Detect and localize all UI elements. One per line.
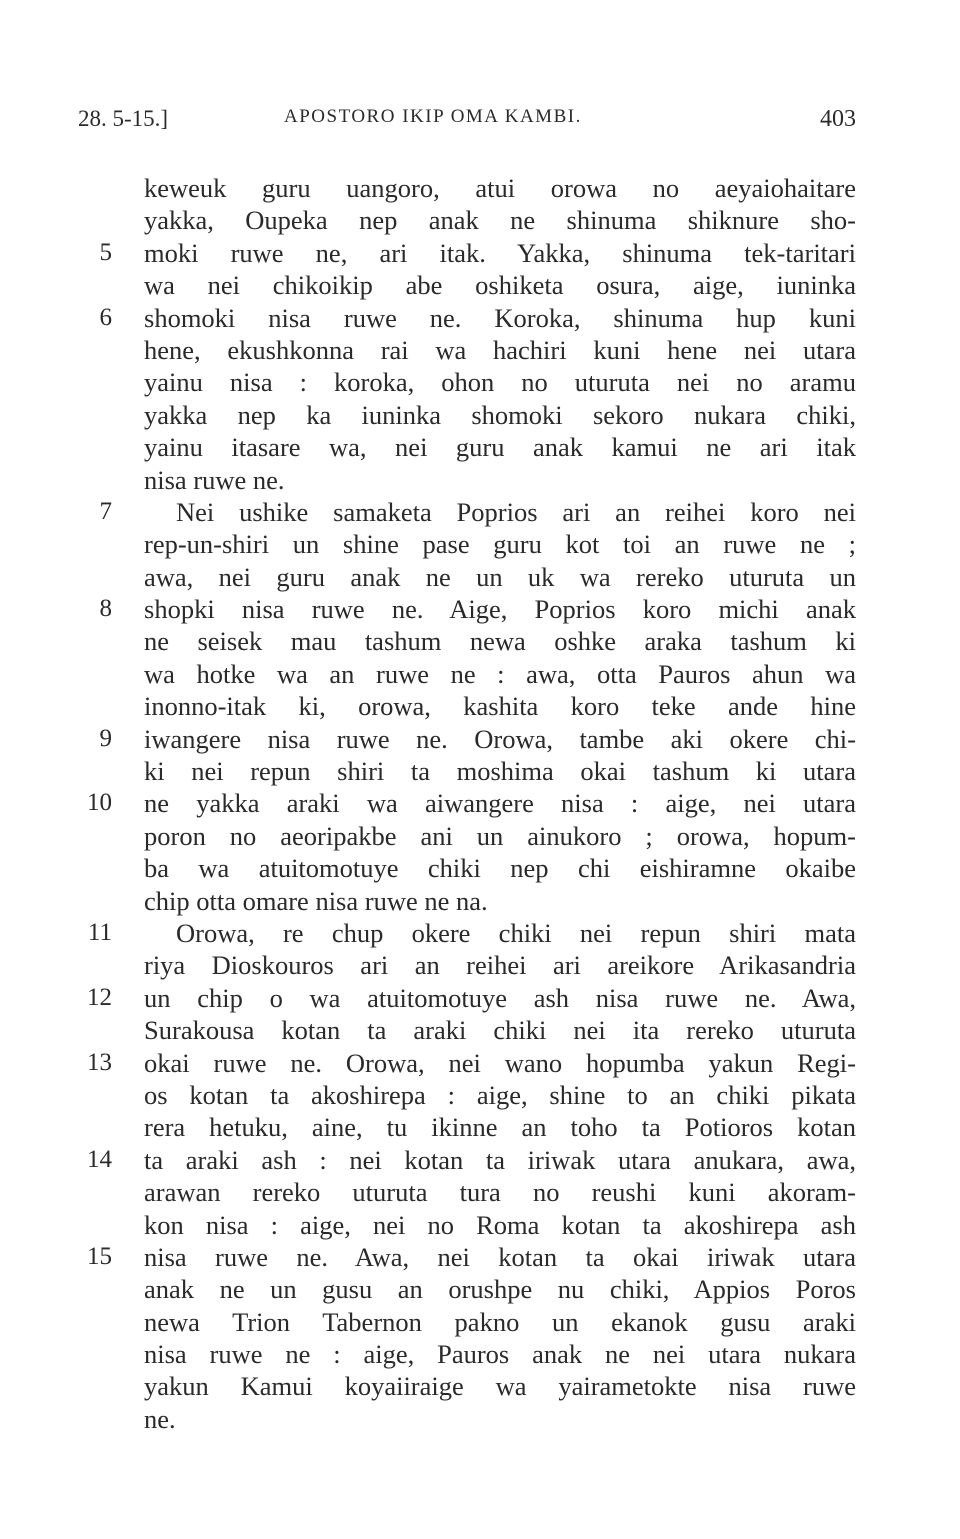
text-line — [0, 690, 960, 722]
text-line — [0, 1306, 960, 1338]
text-line — [0, 949, 960, 981]
chapter-verse-reference: 28. 5-15.] — [78, 106, 169, 131]
text-line — [0, 1403, 960, 1435]
verse-number: 6 — [99, 303, 112, 331]
text-line — [0, 787, 960, 819]
line-text: wa hotke wa an ruwe ne : awa, otta Pauros ahun wa — [144, 658, 856, 689]
text-line — [0, 204, 960, 236]
text-line — [0, 1370, 960, 1402]
line-text: yakka, Oupeka nep anak ne shinuma shiknure sho- — [144, 205, 856, 236]
text-line — [0, 885, 960, 917]
page-header — [78, 106, 856, 146]
line-text: anak ne un gusu an orushpe nu chiki, Appios Poros — [144, 1274, 856, 1305]
line-text: os kotan ta akoshirepa : aige, shine to an chiki pikata — [144, 1079, 856, 1110]
line-text: yainu nisa : koroka, ohon no uturuta nei no aramu — [144, 367, 856, 398]
line-text: yakka nep ka iuninka shomoki sekoro nukara chiki, — [144, 399, 856, 430]
line-text: keweuk guru uangoro, atui orowa no aeyaiohaitare — [144, 173, 856, 203]
verse-number: 9 — [99, 724, 112, 752]
verse-number: 7 — [99, 497, 112, 525]
text-line — [0, 658, 960, 690]
text-line — [0, 366, 960, 398]
verse-number: 8 — [99, 595, 112, 623]
line-text: rera hetuku, aine, tu ikinne an toho ta Potioros kotan — [144, 1112, 856, 1143]
line-text: rep-un-shiri un shine pase guru kot toi an ruwe ne ; — [144, 529, 856, 560]
line-text: Orowa, re chup okere chiki nei repun shiri mata — [176, 917, 856, 948]
verse-number: 13 — [87, 1048, 112, 1076]
line-text: iwangere nisa ruwe ne. Orowa, tambe aki okere chi- — [144, 723, 856, 754]
text-line — [0, 852, 960, 884]
line-text: ne. — [144, 1403, 176, 1434]
body-text — [0, 172, 960, 1435]
text-line — [0, 820, 960, 852]
text-line — [0, 399, 960, 431]
line-text: arawan rereko uturuta tura no reushi kuni akoram- — [144, 1177, 856, 1208]
text-line — [0, 269, 960, 301]
text-line — [0, 1241, 960, 1273]
line-text: hene, ekushkonna rai wa hachiri kuni hene nei utara — [144, 334, 856, 365]
line-text: yakun Kamui koyaiiraige wa yairametokte nisa ruwe — [144, 1371, 856, 1402]
text-line — [0, 755, 960, 787]
line-text: kon nisa : aige, nei no Roma kotan ta akoshirepa ash — [144, 1209, 856, 1240]
line-text: ba wa atuitomotuye chiki nep chi eishiramne okaibe — [144, 853, 856, 884]
line-text: nisa ruwe ne. Awa, nei kotan ta okai iriwak utara — [144, 1241, 856, 1272]
line-text: shopki nisa ruwe ne. Aige, Poprios koro michi anak — [144, 594, 856, 625]
text-line — [0, 1338, 960, 1370]
verse-number: 15 — [87, 1242, 112, 1270]
line-text: Nei ushike samaketa Poprios ari an reihei koro nei — [176, 496, 856, 527]
text-line — [0, 172, 960, 204]
verse-number: 12 — [87, 983, 112, 1011]
text-line — [0, 1014, 960, 1046]
text-line — [0, 1079, 960, 1111]
text-line — [0, 431, 960, 463]
text-line — [0, 593, 960, 625]
line-text: moki ruwe ne, ari itak. Yakka, shinuma tek-taritari — [144, 237, 856, 268]
line-text: riya Dioskouros ari an reihei ari areikore Arikasandria — [144, 950, 856, 981]
line-text: wa nei chikoikip abe oshiketa osura, aige, iuninka — [144, 270, 856, 301]
text-line — [0, 1209, 960, 1241]
text-line — [0, 237, 960, 269]
text-line — [0, 723, 960, 755]
text-line — [0, 561, 960, 593]
verse-number: 14 — [87, 1145, 112, 1173]
text-line — [0, 334, 960, 366]
verse-number: 11 — [87, 918, 112, 946]
verse-number: 10 — [87, 789, 112, 817]
line-text: Surakousa kotan ta araki chiki nei ita rereko uturuta — [144, 1015, 856, 1046]
line-text: nisa ruwe ne. — [144, 464, 285, 495]
running-title: APOSTORO IKIP OMA KAMBI. — [284, 106, 582, 127]
line-text: okai ruwe ne. Orowa, nei wano hopumba yakun Regi- — [144, 1047, 856, 1078]
line-text: nisa ruwe ne : aige, Pauros anak ne nei utara nukara — [144, 1339, 856, 1370]
text-line — [0, 917, 960, 949]
text-line — [0, 302, 960, 334]
line-text: ne yakka araki wa aiwangere nisa : aige, nei utara — [144, 788, 856, 819]
text-line — [0, 1273, 960, 1305]
text-line — [0, 1047, 960, 1079]
text-line — [0, 1176, 960, 1208]
line-text: newa Trion Tabernon pakno un ekanok gusu araki — [144, 1306, 856, 1337]
line-text: poron no aeoripakbe ani un ainukoro ; orowa, hopum- — [144, 820, 856, 851]
text-line — [0, 496, 960, 528]
verse-number: 5 — [99, 238, 112, 266]
text-line — [0, 1111, 960, 1143]
text-line — [0, 1144, 960, 1176]
text-line — [0, 982, 960, 1014]
line-text: ta araki ash : nei kotan ta iriwak utara anukara, awa, — [144, 1144, 856, 1175]
text-line — [0, 528, 960, 560]
text-line — [0, 464, 960, 496]
line-text: un chip o wa atuitomotuye ash nisa ruwe ne. Awa, — [144, 982, 856, 1013]
page-number: 403 — [820, 106, 856, 132]
line-text: ki nei repun shiri ta moshima okai tashum ki utara — [144, 756, 856, 787]
line-text: shomoki nisa ruwe ne. Koroka, shinuma hup kuni — [144, 302, 856, 333]
text-line — [0, 625, 960, 657]
line-text: chip otta omare nisa ruwe ne na. — [144, 885, 488, 916]
line-text: ne seisek mau tashum newa oshke araka tashum ki — [144, 626, 856, 657]
line-text: awa, nei guru anak ne un uk wa rereko uturuta un — [144, 561, 856, 592]
line-text: inonno-itak ki, orowa, kashita koro teke ande hine — [144, 691, 856, 722]
line-text: yainu itasare wa, nei guru anak kamui ne ari itak — [144, 432, 856, 463]
